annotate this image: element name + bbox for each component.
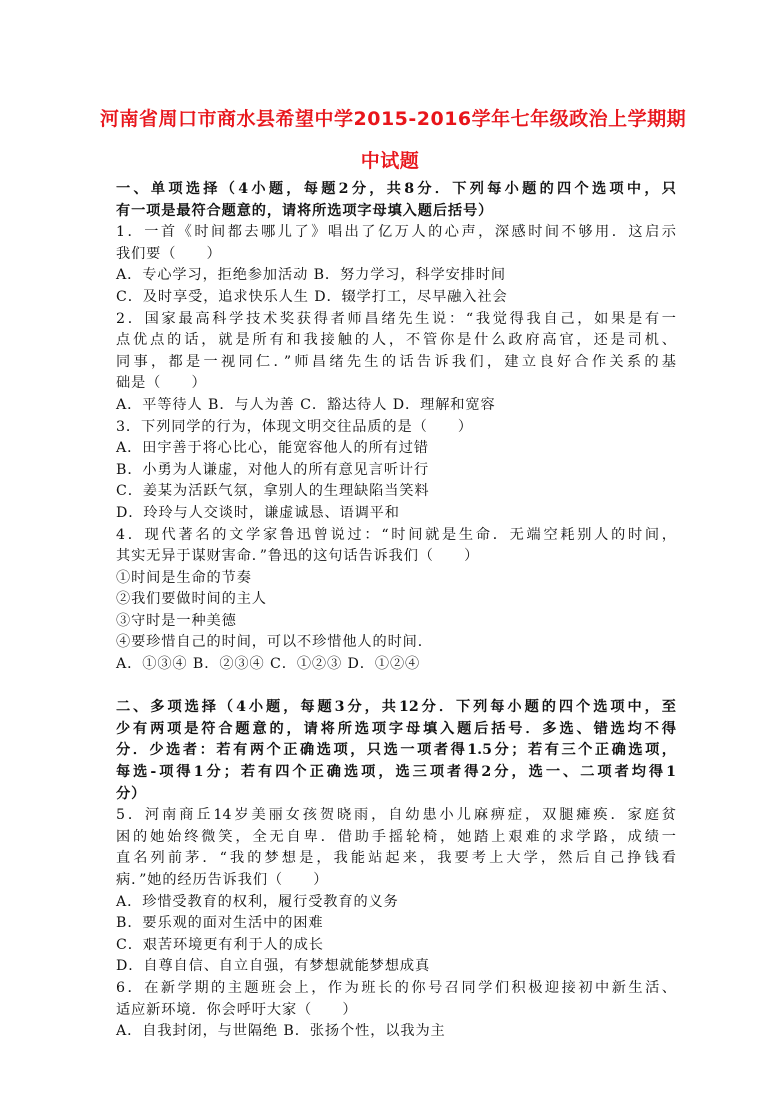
question-stem-line: 4．现代著名的文学家鲁迅曾说过：“时间就是生命．无端空耗别人的时间， [116, 526, 676, 543]
question-option-line: C．姜某为活跃气氛，拿别人的生理缺陷当笑料 [116, 483, 430, 500]
question-stem-line: 3．下列同学的行为，体现文明交往品质的是（ ） [116, 418, 473, 435]
question-stem-line: 病．”她的经历告诉我们（ ） [116, 872, 329, 888]
question-stem-line: 础是（ ） [116, 375, 207, 392]
question-option-line: C．艰苦环境更有利于人的成长 [116, 936, 324, 953]
section-heading-line: 少有两项是符合题意的，请将所选项字母填入题后括号．多选、错选均不得 [116, 720, 676, 737]
question-stem-line: ④要珍惜自己的时间，可以不珍惜他人的时间． [116, 634, 433, 651]
section-spacer [116, 676, 676, 698]
question-option-line: A．田宇善于将心比心，能宽容他人的所有过错 [116, 440, 429, 457]
section-heading-line: 有一项是最符合题意的，请将所选项字母填入题后括号） [116, 202, 494, 219]
question-stem-line: ③守时是一种美德 [116, 612, 237, 629]
question-6 [116, 978, 676, 1043]
question-stem-line: 点优点的话，就是所有和我接触的人，不管你是什么政府高官，还是司机、 [116, 332, 676, 349]
page-title-line-1: 河南省周口市商水县希望中学2015-2016学年七年级政治上学期期 [100, 108, 687, 130]
section-heading-line: 二、多项选择（4小题，每题3分，共12分．下列每小题的四个选项中，至 [116, 699, 676, 716]
question-option-line: A．专心学习，拒绝参加活动 B．努力学习，科学安排时间 [116, 267, 506, 284]
question-stem-line: 我们要（ ） [116, 245, 222, 262]
question-option-line: A．珍惜受教育的权利，履行受教育的义务 [116, 893, 399, 910]
question-option-line: C．及时享受，追求快乐人生 D．辍学打工，尽早融入社会 [116, 288, 508, 305]
question-stem-line: 2．国家最高科学技术奖获得者师昌绪先生说：“我觉得我自己，如果是有一 [116, 310, 676, 327]
question-option-line: D．玲玲与人交谈时，谦虚诚恳、语调平和 [116, 504, 400, 521]
section-single-choice [116, 179, 676, 676]
section-heading-line: 每选-项得1分；若有四个正确选项，选三项者得2分，选一、二项者均得1 [116, 764, 676, 781]
question-option-line: B．小勇为人谦虚，对他人的所有意见言听计行 [116, 461, 430, 478]
question-option-line: D．自尊自信、自立自强，有梦想就能梦想成真 [116, 958, 431, 975]
question-5 [116, 805, 676, 978]
section-heading-line: 一、单项选择（4小题，每题2分，共8分．下列每小题的四个选项中，只 [116, 181, 676, 197]
question-stem-line: 5．河南商丘14岁美丽女孩贺晓雨，自幼患小儿麻痹症，双腿瘫痪．家庭贫 [116, 807, 676, 824]
question-4 [116, 525, 676, 676]
question-stem-line: 其实无异于谋财害命．”鲁迅的这句话告诉我们（ ） [116, 548, 480, 565]
question-stem-line: 1．一首《时间都去哪儿了》唱出了亿万人的心声，深感时间不够用．这启示 [116, 224, 676, 241]
question-3 [116, 417, 676, 525]
question-option-line: A．自我封闭，与世隔绝 B．张扬个性，以我为主 [116, 1023, 446, 1040]
section-heading-line: 分） [116, 785, 147, 802]
exam-body [116, 179, 676, 1043]
question-option-line: B．要乐观的面对生活中的困难 [116, 915, 324, 932]
question-stem-line: 困的她始终微笑，全无自卑．借助手摇轮椅，她踏上艰难的求学路，成绩一 [116, 828, 676, 845]
question-stem-line: 6．在新学期的主题班会上，作为班长的你号召同学们积极迎接初中新生活、 [116, 979, 676, 996]
question-option-line: A．①③④ B．②③④ C．①②③ D．①②④ [116, 656, 421, 673]
section-heading-line: 分．少选者：若有两个正确选项，只选一项者得1.5分；若有三个正确选项， [116, 742, 676, 759]
question-stem-line: 适应新环境．你会呼吁大家（ ） [116, 1001, 358, 1018]
question-1 [116, 222, 676, 308]
question-2 [116, 309, 676, 417]
question-stem-line: ②我们要做时间的主人 [116, 591, 267, 608]
page-title-line-2: 中试题 [360, 150, 420, 172]
question-stem-line: 同事，都是一视同仁．”师昌绪先生的话告诉我们，建立良好合作关系的基 [116, 353, 676, 370]
question-option-line: A．平等待人 B．与人为善 C．豁达待人 D．理解和宽容 [116, 396, 496, 413]
question-stem-line: 直名列前茅．“我的梦想是，我能站起来，我要考上大学，然后自己挣钱看 [116, 850, 676, 867]
question-stem-line: ①时间是生命的节奏 [116, 569, 252, 586]
section-multiple-choice [116, 697, 676, 1043]
